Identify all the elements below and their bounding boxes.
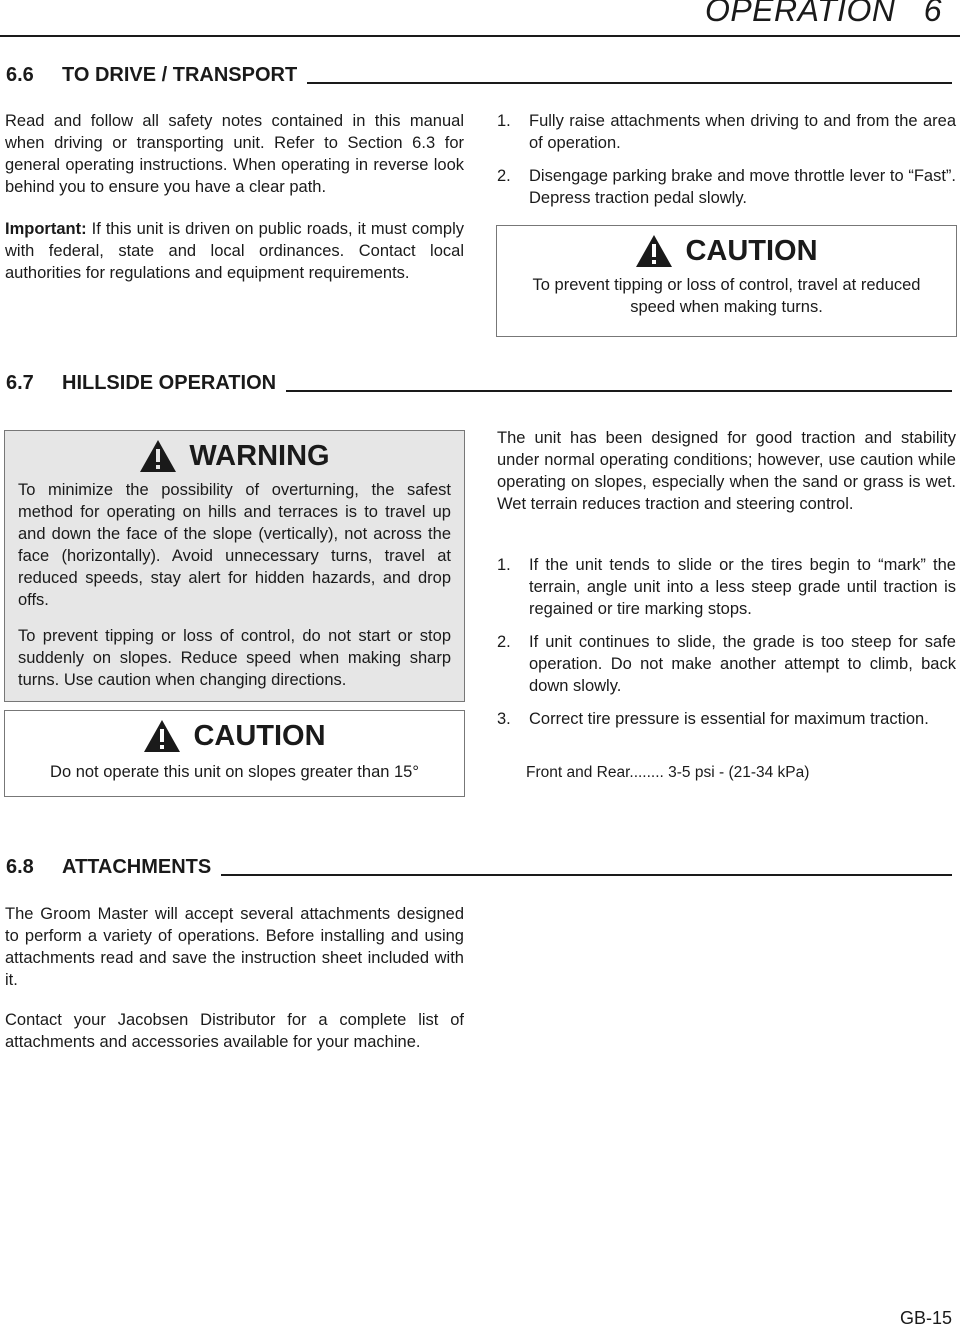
section-number: 6.8 [6,856,34,878]
section-number: 6.6 [6,64,34,86]
important-label: Important: [5,220,87,238]
warning-triangle-icon [143,719,181,753]
section-title: HILLSIDE OPERATION [62,372,277,394]
caution-text: To prevent tipping or loss of control, travel at reduced speed when making turns. [532,276,921,316]
tire-pressure-spec: Front and Rear........ 3-5 psi - (21-34 kPa) [526,764,810,781]
warning-box [4,430,465,702]
attachments-paragraph-2: Contact your Jacobsen Distributor for a complete list of attachments and accessories available for your machine. [5,1011,464,1051]
warning-triangle-icon [635,234,673,268]
attachments-paragraph-1: The Groom Master will accept several attachments designed to perform a variety of operations. Before installing and using attachments read and save the instruction sheet included with it. [5,905,464,989]
caution-text: Do not operate this unit on slopes greater than 15° [50,763,419,781]
list-item: 1. If the unit tends to slide or the tires begin to “mark” the terrain, angle unit into a less steep grade until traction is regained or tire marking stops. [497,556,956,618]
drive-intro-paragraph: Read and follow all safety notes contained in this manual when driving or transporting unit. Refer to Section 6.3 for general operating instructions. When operating in reverse look behind you to ensure you have a clear path. [5,112,464,196]
caution-box-slopes [4,710,465,797]
heading-rule [221,874,952,876]
hillside-steps-list [497,554,956,741]
caution-box-turns [496,225,957,337]
drive-steps-list [497,110,956,220]
heading-rule [307,82,952,84]
section-title: ATTACHMENTS [62,856,212,878]
important-text: If this unit is driven on public roads, it must comply with federal, state and local ordinances. Contact local authorities for regulations and equipment requirements. [5,220,464,282]
warning-triangle-icon [139,439,177,473]
section-6-6-heading [6,64,952,87]
list-item: 3. Correct tire pressure is essential for maximum traction. [497,710,929,728]
warning-label: WARNING [189,439,330,472]
caution-signal [5,719,464,753]
list-item: 2. Disengage parking brake and move throttle lever to “Fast”. Depress traction pedal slowly. [497,167,956,207]
page-number: GB-15 [899,1308,952,1328]
heading-rule [286,390,952,392]
section-6-7-heading [6,372,952,395]
warning-text-2: To prevent tipping or loss of control, do not start or stop suddenly on slopes. Reduce speed when making sharp turns. Use caution when changing directions. [18,627,451,689]
list-item: 2. If unit continues to slide, the grade is too steep for safe operation. Do not make another attempt to climb, back down slowly. [497,633,956,695]
warning-text-1: To minimize the possibility of overturning, the safest method for operating on hills and terraces is to travel up and down the face of the slope (vertically), not across the face (horizontally). Avoid unnecessary turns, travel at reduced speeds, stay alert for hidden hazards, and drop offs. [18,481,451,609]
important-paragraph [5,218,464,284]
caution-signal [497,234,956,268]
caution-label: CAUTION [685,234,818,267]
section-number: 6.7 [6,372,34,394]
caution-label: CAUTION [193,719,326,752]
page-header-title: OPERATION 6 [704,0,942,28]
section-title: TO DRIVE / TRANSPORT [62,64,298,86]
header-rule [0,35,960,37]
warning-signal [5,439,464,473]
section-6-8-heading [6,856,952,879]
hillside-intro-paragraph: The unit has been designed for good traction and stability under normal operating conditions; however, use caution while operating on slopes, especially when the sand or grass is wet. Wet terrain reduces traction and steering control. [497,429,956,513]
list-item: 1. Fully raise attachments when driving to and from the area of operation. [497,112,956,152]
